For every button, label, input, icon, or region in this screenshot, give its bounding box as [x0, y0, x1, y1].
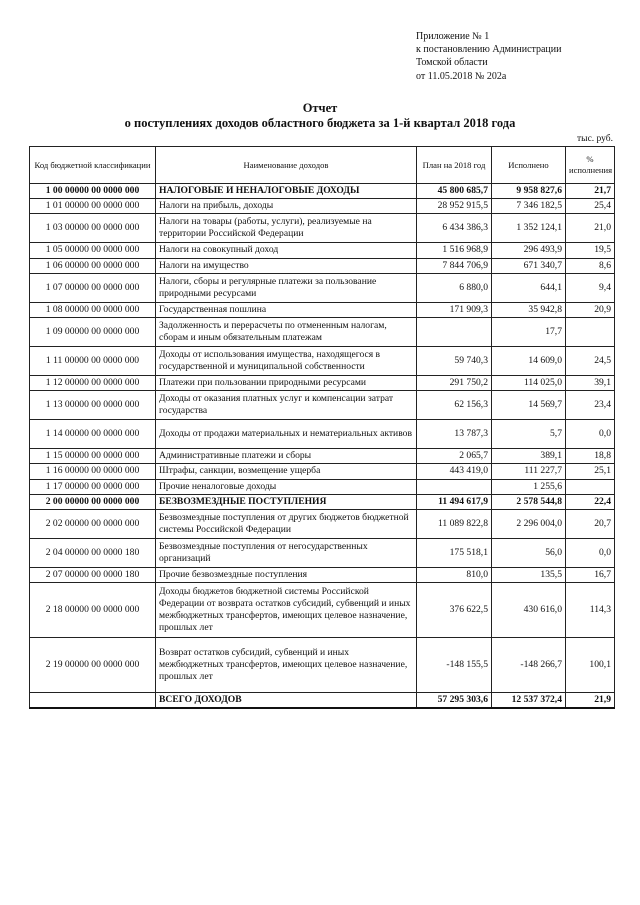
table-row — [30, 258, 615, 273]
row-name: Штрафы, санкции, возмещение ущерба — [156, 464, 417, 479]
row-code: 1 05 00000 00 0000 000 — [30, 243, 156, 258]
appendix-line-4: от 11.05.2018 № 202а — [416, 70, 507, 82]
row-plan: 62 156,3 — [417, 391, 492, 420]
row-done: 35 942,8 — [492, 302, 566, 317]
row-name: Прочие неналоговые доходы — [156, 479, 417, 494]
row-plan: 291 750,2 — [417, 376, 492, 391]
row-name: Налоги на совокупный доход — [156, 243, 417, 258]
row-code: 1 06 00000 00 0000 000 — [30, 258, 156, 273]
row-code: 1 16 00000 00 0000 000 — [30, 464, 156, 479]
table-row — [30, 199, 615, 214]
row-code: 2 02 00000 00 0000 000 — [30, 510, 156, 539]
row-plan — [417, 479, 492, 494]
table-header-row — [30, 147, 615, 184]
row-name: Налоги на прибыль, доходы — [156, 199, 417, 214]
header-pct: % исполнения — [566, 147, 615, 184]
row-name: Доходы бюджетов бюджетной системы Российской Федерации от возврата остатков субсидий, субвенций и иных межбюджетных трансфертов, имеющих целевое назначение, прошлых лет — [156, 583, 417, 638]
table-row — [30, 464, 615, 479]
row-code — [30, 693, 156, 709]
row-name: Безвозмездные поступления от других бюджетов бюджетной системы Российской Федерации — [156, 510, 417, 539]
row-done: 56,0 — [492, 539, 566, 568]
row-code: 2 18 00000 00 0000 000 — [30, 583, 156, 638]
row-plan — [417, 318, 492, 347]
row-done: 389,1 — [492, 449, 566, 464]
row-pct: 21,0 — [566, 214, 615, 243]
row-code: 1 08 00000 00 0000 000 — [30, 302, 156, 317]
row-name: Доходы от использования имущества, находящегося в государственной и муниципальной собственности — [156, 347, 417, 376]
row-pct: 21,9 — [566, 693, 615, 709]
row-done: -148 266,7 — [492, 638, 566, 693]
row-done: 1 352 124,1 — [492, 214, 566, 243]
header-name: Наименование доходов — [156, 147, 417, 184]
row-pct: 25,1 — [566, 464, 615, 479]
row-code: 1 07 00000 00 0000 000 — [30, 273, 156, 302]
row-plan: 376 622,5 — [417, 583, 492, 638]
appendix-line-2: к постановлению Администрации — [416, 44, 562, 56]
row-code: 1 03 00000 00 0000 000 — [30, 214, 156, 243]
row-pct: 22,4 — [566, 494, 615, 509]
row-code: 1 14 00000 00 0000 000 — [30, 420, 156, 449]
row-pct — [566, 318, 615, 347]
row-pct: 21,7 — [566, 184, 615, 199]
row-pct: 0,0 — [566, 539, 615, 568]
report-subtitle: о поступлениях доходов областного бюджета за 1-й квартал 2018 года — [124, 116, 516, 130]
table-row — [30, 214, 615, 243]
table-row — [30, 302, 615, 317]
row-plan: 45 800 685,7 — [417, 184, 492, 199]
header-done: Исполнено — [492, 147, 566, 184]
appendix-line-3: Томской области — [416, 57, 488, 69]
row-done: 2 296 004,0 — [492, 510, 566, 539]
row-name: Безвозмездные поступления от негосударственных организаций — [156, 539, 417, 568]
row-done: 1 255,6 — [492, 479, 566, 494]
row-name: Государственная пошлина — [156, 302, 417, 317]
row-done: 296 493,9 — [492, 243, 566, 258]
row-plan: 1 516 968,9 — [417, 243, 492, 258]
row-plan: 810,0 — [417, 568, 492, 583]
row-code: 1 01 00000 00 0000 000 — [30, 199, 156, 214]
row-plan: 175 518,1 — [417, 539, 492, 568]
row-code: 2 00 00000 00 0000 000 — [30, 494, 156, 509]
table-row — [30, 693, 615, 709]
header-code: Код бюджетной классификации — [30, 147, 156, 184]
row-name: Налоги на товары (работы, услуги), реализуемые на территории Российской Федерации — [156, 214, 417, 243]
row-name: Задолженность и перерасчеты по отмененным налогам, сборам и иным обязательным платежам — [156, 318, 417, 347]
table-row — [30, 583, 615, 638]
table-row — [30, 449, 615, 464]
row-pct: 8,6 — [566, 258, 615, 273]
table-row — [30, 347, 615, 376]
row-done: 135,5 — [492, 568, 566, 583]
row-name: Налоги на имущество — [156, 258, 417, 273]
row-name: НАЛОГОВЫЕ И НЕНАЛОГОВЫЕ ДОХОДЫ — [156, 184, 417, 199]
row-done: 14 569,7 — [492, 391, 566, 420]
row-name: БЕЗВОЗМЕЗДНЫЕ ПОСТУПЛЕНИЯ — [156, 494, 417, 509]
row-plan: 6 880,0 — [417, 273, 492, 302]
row-done: 5,7 — [492, 420, 566, 449]
row-code: 1 15 00000 00 0000 000 — [30, 449, 156, 464]
row-name: Возврат остатков субсидий, субвенций и иных межбюджетных трансфертов, имеющих целевое назначение, прошлых лет — [156, 638, 417, 693]
row-done: 9 958 827,6 — [492, 184, 566, 199]
row-plan: 171 909,3 — [417, 302, 492, 317]
row-plan: 7 844 706,9 — [417, 258, 492, 273]
row-done: 2 578 544,8 — [492, 494, 566, 509]
row-name: Налоги, сборы и регулярные платежи за пользование природными ресурсами — [156, 273, 417, 302]
row-code: 1 12 00000 00 0000 000 — [30, 376, 156, 391]
row-plan: 59 740,3 — [417, 347, 492, 376]
row-code: 1 17 00000 00 0000 000 — [30, 479, 156, 494]
table-row — [30, 318, 615, 347]
table-row — [30, 539, 615, 568]
table-row — [30, 479, 615, 494]
row-code: 1 13 00000 00 0000 000 — [30, 391, 156, 420]
table-row — [30, 184, 615, 199]
row-plan: 6 434 386,3 — [417, 214, 492, 243]
row-name: Прочие безвозмездные поступления — [156, 568, 417, 583]
report-title: Отчет — [302, 101, 338, 115]
table-row — [30, 638, 615, 693]
row-pct: 23,4 — [566, 391, 615, 420]
income-table — [29, 146, 615, 709]
table-row — [30, 494, 615, 509]
row-done: 17,7 — [492, 318, 566, 347]
row-code: 2 19 00000 00 0000 000 — [30, 638, 156, 693]
row-name: Доходы от оказания платных услуг и компенсации затрат государства — [156, 391, 417, 420]
row-pct: 20,7 — [566, 510, 615, 539]
row-done: 671 340,7 — [492, 258, 566, 273]
row-pct: 114,3 — [566, 583, 615, 638]
table-row — [30, 510, 615, 539]
row-plan: 11 089 822,8 — [417, 510, 492, 539]
table-row — [30, 568, 615, 583]
row-code: 1 00 00000 00 0000 000 — [30, 184, 156, 199]
units-label: тыс. руб. — [577, 134, 613, 144]
row-name: Доходы от продажи материальных и нематериальных активов — [156, 420, 417, 449]
row-plan: 443 419,0 — [417, 464, 492, 479]
row-pct: 25,4 — [566, 199, 615, 214]
row-pct: 9,4 — [566, 273, 615, 302]
row-plan: 13 787,3 — [417, 420, 492, 449]
row-pct: 19,5 — [566, 243, 615, 258]
row-plan: -148 155,5 — [417, 638, 492, 693]
row-code: 1 11 00000 00 0000 000 — [30, 347, 156, 376]
row-name: Платежи при пользовании природными ресурсами — [156, 376, 417, 391]
row-name: Административные платежи и сборы — [156, 449, 417, 464]
table-row — [30, 391, 615, 420]
row-code: 2 07 00000 00 0000 180 — [30, 568, 156, 583]
row-plan: 11 494 617,9 — [417, 494, 492, 509]
row-pct: 0,0 — [566, 420, 615, 449]
row-pct: 16,7 — [566, 568, 615, 583]
row-plan: 57 295 303,6 — [417, 693, 492, 709]
appendix-line-1: Приложение № 1 — [416, 31, 490, 42]
row-done: 7 346 182,5 — [492, 199, 566, 214]
row-pct: 100,1 — [566, 638, 615, 693]
table-row — [30, 420, 615, 449]
row-done: 12 537 372,4 — [492, 693, 566, 709]
row-pct: 39,1 — [566, 376, 615, 391]
row-plan: 28 952 915,5 — [417, 199, 492, 214]
row-plan: 2 065,7 — [417, 449, 492, 464]
row-pct: 18,8 — [566, 449, 615, 464]
table-row — [30, 273, 615, 302]
table-row — [30, 376, 615, 391]
appendix-block — [416, 30, 562, 83]
row-code: 1 09 00000 00 0000 000 — [30, 318, 156, 347]
header-plan: План на 2018 год — [417, 147, 492, 184]
row-done: 644,1 — [492, 273, 566, 302]
row-name: ВСЕГО ДОХОДОВ — [156, 693, 417, 709]
row-code: 2 04 00000 00 0000 180 — [30, 539, 156, 568]
table-row — [30, 243, 615, 258]
row-pct: 20,9 — [566, 302, 615, 317]
row-pct: 24,5 — [566, 347, 615, 376]
row-pct — [566, 479, 615, 494]
row-done: 430 616,0 — [492, 583, 566, 638]
row-done: 14 609,0 — [492, 347, 566, 376]
row-done: 111 227,7 — [492, 464, 566, 479]
row-done: 114 025,0 — [492, 376, 566, 391]
